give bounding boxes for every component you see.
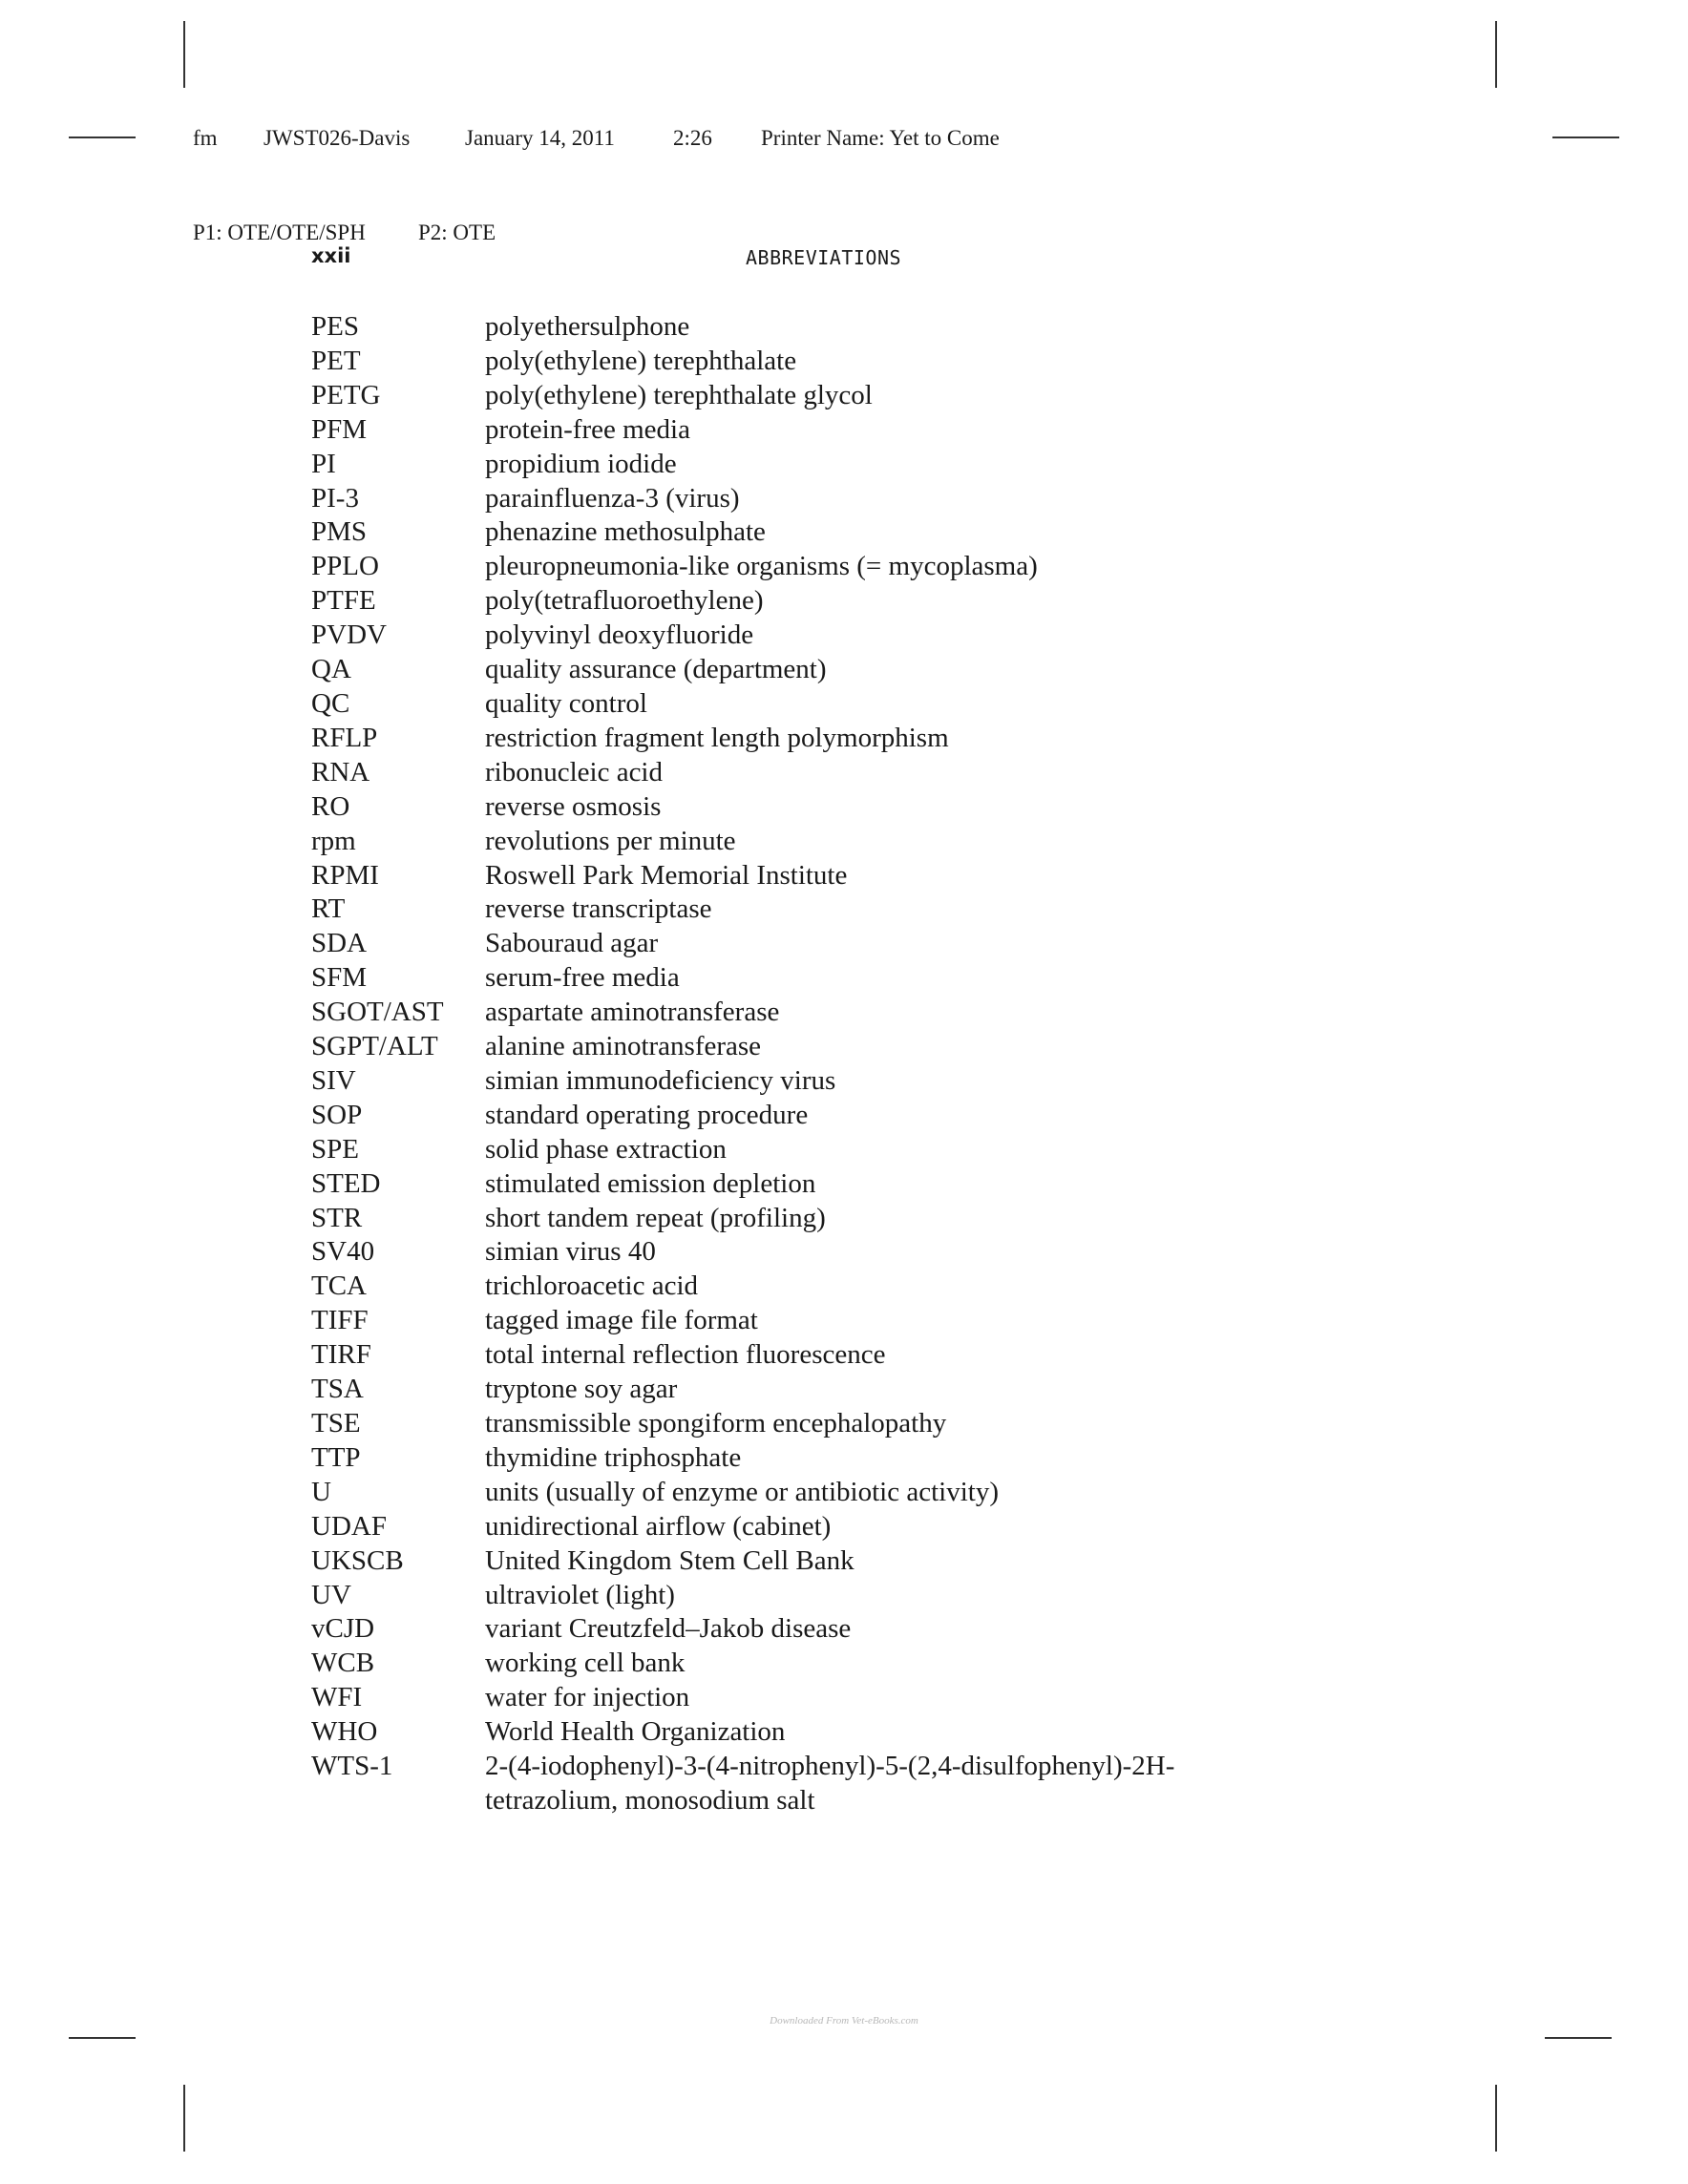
abbreviation-entry bbox=[311, 1167, 1266, 1202]
abbreviation-definition: Roswell Park Memorial Institute bbox=[485, 859, 848, 891]
abbreviation-entry bbox=[311, 892, 1266, 927]
abbreviation-term: UKSCB bbox=[311, 1544, 404, 1576]
abbreviation-entry bbox=[311, 1750, 1266, 1818]
abbreviation-entry bbox=[311, 1304, 1266, 1338]
abbreviation-definition: Sabouraud agar bbox=[485, 928, 659, 959]
abbreviation-definition: working cell bank bbox=[485, 1648, 686, 1679]
abbreviation-term: PES bbox=[311, 311, 359, 342]
abbreviation-definition: stimulated emission depletion bbox=[485, 1167, 816, 1199]
abbreviation-definition: propidium iodide bbox=[485, 448, 677, 479]
abbreviation-entry bbox=[311, 1235, 1266, 1270]
abbreviation-entry bbox=[311, 756, 1266, 790]
abbreviation-entry bbox=[311, 482, 1266, 516]
abbreviation-entry bbox=[311, 927, 1266, 961]
abbreviation-term: TSE bbox=[311, 1408, 361, 1438]
abbreviation-term: TIRF bbox=[311, 1339, 371, 1371]
abbreviation-definition: variant Creutzfeld–Jakob disease bbox=[485, 1613, 852, 1645]
abbreviation-definition: tagged image file format bbox=[485, 1305, 758, 1336]
abbreviation-entry bbox=[311, 379, 1266, 413]
abbreviation-entry bbox=[311, 961, 1266, 996]
abbreviation-list bbox=[311, 310, 1266, 1818]
abbreviation-term: TCA bbox=[311, 1270, 367, 1302]
abbreviation-term: SV40 bbox=[311, 1236, 375, 1268]
abbreviation-definition: short tandem repeat (profiling) bbox=[485, 1202, 826, 1233]
abbreviation-entry bbox=[311, 550, 1266, 584]
abbreviation-entry bbox=[311, 1544, 1266, 1579]
abbreviation-term: STR bbox=[311, 1202, 363, 1233]
abbreviation-term: QA bbox=[311, 654, 351, 685]
running-head bbox=[311, 244, 1266, 279]
slug-proof-2: P2: OTE bbox=[418, 220, 496, 244]
abbreviation-term: RFLP bbox=[311, 722, 378, 753]
abbreviation-term: SGOT/AST bbox=[311, 997, 444, 1028]
page-number: xxii bbox=[311, 244, 351, 267]
abbreviation-definition: protein-free media bbox=[485, 413, 690, 445]
abbreviation-term: SPE bbox=[311, 1133, 359, 1165]
abbreviation-entry bbox=[311, 1373, 1266, 1407]
abbreviation-entry bbox=[311, 1064, 1266, 1099]
abbreviation-term: rpm bbox=[311, 825, 356, 856]
abbreviation-entry bbox=[311, 653, 1266, 687]
slug-line-1 bbox=[193, 122, 1000, 154]
abbreviation-definition: parainfluenza-3 (virus) bbox=[485, 482, 740, 514]
abbreviation-term: RT bbox=[311, 893, 346, 925]
abbreviation-term: PTFE bbox=[311, 585, 376, 617]
slug-date: January 14, 2011 bbox=[465, 126, 615, 150]
abbreviation-entry bbox=[311, 687, 1266, 722]
abbreviation-term: QC bbox=[311, 687, 350, 719]
abbreviation-entry bbox=[311, 1270, 1266, 1304]
abbreviation-definition: poly(ethylene) terephthalate bbox=[485, 345, 797, 376]
abbreviation-term: SDA bbox=[311, 928, 368, 959]
abbreviation-definition: revolutions per minute bbox=[485, 825, 736, 856]
abbreviation-definition: aspartate aminotransferase bbox=[485, 997, 780, 1028]
abbreviation-term: PPLO bbox=[311, 551, 379, 582]
abbreviation-term: PI-3 bbox=[311, 482, 359, 514]
abbreviation-entry bbox=[311, 1579, 1266, 1613]
abbreviation-definition: serum-free media bbox=[485, 962, 680, 994]
abbreviation-definition: phenazine methosulphate bbox=[485, 516, 766, 548]
slug-printer-name: Printer Name: Yet to Come bbox=[761, 126, 1000, 150]
abbreviation-entry bbox=[311, 413, 1266, 448]
abbreviation-term: U bbox=[311, 1476, 331, 1507]
abbreviation-entry bbox=[311, 1510, 1266, 1544]
abbreviation-definition: ribonucleic acid bbox=[485, 756, 663, 788]
abbreviation-definition: alanine aminotransferase bbox=[485, 1031, 762, 1062]
abbreviation-entry bbox=[311, 310, 1266, 345]
abbreviation-entry bbox=[311, 825, 1266, 859]
abbreviation-definition: trichloroacetic acid bbox=[485, 1270, 699, 1302]
section-title: ABBREVIATIONS bbox=[746, 246, 902, 269]
abbreviation-entry bbox=[311, 1202, 1266, 1236]
abbreviation-term: WCB bbox=[311, 1648, 375, 1679]
abbreviation-term: STED bbox=[311, 1167, 381, 1199]
slug-job-id: JWST026-Davis bbox=[264, 126, 411, 150]
abbreviation-term: PVDV bbox=[311, 620, 387, 651]
abbreviation-term: SFM bbox=[311, 962, 368, 994]
abbreviation-term: PETG bbox=[311, 379, 381, 410]
abbreviation-definition: transmissible spongiform encephalopathy bbox=[485, 1408, 947, 1438]
abbreviation-term: WHO bbox=[311, 1716, 378, 1748]
abbreviation-entry bbox=[311, 1476, 1266, 1510]
slug-chapter-code: fm bbox=[193, 126, 218, 150]
abbreviation-term: TIFF bbox=[311, 1305, 369, 1336]
abbreviation-definition: ultraviolet (light) bbox=[485, 1579, 675, 1610]
crop-mark-top-right bbox=[1495, 21, 1497, 88]
abbreviation-term: PMS bbox=[311, 516, 368, 548]
abbreviation-definition: solid phase extraction bbox=[485, 1133, 727, 1165]
abbreviation-definition: pleuropneumonia-like organisms (= mycoplasma) bbox=[485, 551, 1038, 582]
abbreviation-entry bbox=[311, 1441, 1266, 1476]
abbreviation-entry bbox=[311, 790, 1266, 825]
abbreviation-entry bbox=[311, 619, 1266, 653]
abbreviation-entry bbox=[311, 1133, 1266, 1167]
crop-mark-right-lower bbox=[1545, 2037, 1612, 2039]
abbreviation-definition: poly(ethylene) terephthalate glycol bbox=[485, 379, 873, 410]
abbreviation-entry bbox=[311, 448, 1266, 482]
abbreviation-entry bbox=[311, 1647, 1266, 1681]
abbreviation-definition: total internal reflection fluorescence bbox=[485, 1339, 886, 1371]
abbreviation-entry bbox=[311, 1715, 1266, 1750]
abbreviation-entry bbox=[311, 515, 1266, 550]
abbreviation-definition: polyethersulphone bbox=[485, 311, 690, 342]
abbreviation-term: UV bbox=[311, 1579, 351, 1610]
abbreviation-entry bbox=[311, 1407, 1266, 1441]
abbreviation-term: vCJD bbox=[311, 1613, 375, 1645]
abbreviation-term: RO bbox=[311, 790, 350, 822]
crop-mark-top-left bbox=[183, 21, 185, 88]
abbreviation-term: TSA bbox=[311, 1374, 364, 1405]
abbreviation-entry bbox=[311, 345, 1266, 379]
abbreviation-definition: reverse transcriptase bbox=[485, 893, 712, 925]
abbreviation-entry bbox=[311, 722, 1266, 756]
abbreviation-term: SGPT/ALT bbox=[311, 1031, 438, 1062]
abbreviation-term: PET bbox=[311, 345, 361, 376]
abbreviation-term: SOP bbox=[311, 1099, 363, 1130]
abbreviation-definition: polyvinyl deoxyfluoride bbox=[485, 620, 754, 651]
abbreviation-definition: United Kingdom Stem Cell Bank bbox=[485, 1544, 855, 1576]
abbreviation-term: UDAF bbox=[311, 1510, 387, 1542]
crop-mark-left-upper bbox=[69, 136, 136, 138]
abbreviation-definition: quality control bbox=[485, 687, 647, 719]
abbreviation-term: PI bbox=[311, 448, 336, 479]
abbreviation-definition: standard operating procedure bbox=[485, 1099, 809, 1130]
abbreviation-entry bbox=[311, 1099, 1266, 1133]
abbreviation-entry bbox=[311, 1612, 1266, 1647]
abbreviation-entry bbox=[311, 859, 1266, 893]
crop-mark-left-lower bbox=[69, 2037, 136, 2039]
abbreviation-definition: simian virus 40 bbox=[485, 1236, 656, 1268]
abbreviation-definition: thymidine triphosphate bbox=[485, 1441, 742, 1473]
abbreviation-term: WTS-1 bbox=[311, 1751, 393, 1782]
crop-mark-bottom-left bbox=[183, 2085, 185, 2152]
abbreviation-definition: reverse osmosis bbox=[485, 790, 662, 822]
crop-mark-bottom-right bbox=[1495, 2085, 1497, 2152]
download-watermark: Downloaded From Vet-eBooks.com bbox=[770, 2015, 918, 2026]
abbreviation-definition: unidirectional airflow (cabinet) bbox=[485, 1510, 832, 1542]
abbreviation-definition: 2-(4-iodophenyl)-3-(4-nitrophenyl)-5-(2,4-disulfophenyl)-2H- tetrazolium, monosodium salt bbox=[485, 1751, 1175, 1816]
abbreviation-entry bbox=[311, 1030, 1266, 1064]
abbreviation-definition: World Health Organization bbox=[485, 1716, 786, 1748]
abbreviation-term: PFM bbox=[311, 413, 368, 445]
abbreviation-entry bbox=[311, 996, 1266, 1030]
abbreviation-definition: quality assurance (department) bbox=[485, 654, 827, 685]
slug-time: 2:26 bbox=[673, 126, 712, 150]
abbreviation-entry bbox=[311, 1338, 1266, 1373]
crop-mark-right-upper bbox=[1552, 136, 1619, 138]
abbreviation-term: SIV bbox=[311, 1064, 356, 1096]
abbreviation-definition: poly(tetrafluoroethylene) bbox=[485, 585, 764, 617]
abbreviation-definition: units (usually of enzyme or antibiotic activity) bbox=[485, 1476, 999, 1507]
slug-proof-1: P1: OTE/OTE/SPH bbox=[193, 220, 366, 244]
abbreviation-entry bbox=[311, 584, 1266, 619]
abbreviation-definition: simian immunodeficiency virus bbox=[485, 1064, 836, 1096]
abbreviation-term: RNA bbox=[311, 756, 370, 788]
abbreviation-term: TTP bbox=[311, 1441, 361, 1473]
abbreviation-term: WFI bbox=[311, 1682, 363, 1713]
abbreviation-term: RPMI bbox=[311, 859, 379, 891]
abbreviation-definition: water for injection bbox=[485, 1682, 690, 1713]
abbreviation-definition: tryptone soy agar bbox=[485, 1374, 678, 1405]
abbreviation-entry bbox=[311, 1681, 1266, 1715]
abbreviation-definition: restriction fragment length polymorphism bbox=[485, 722, 949, 753]
